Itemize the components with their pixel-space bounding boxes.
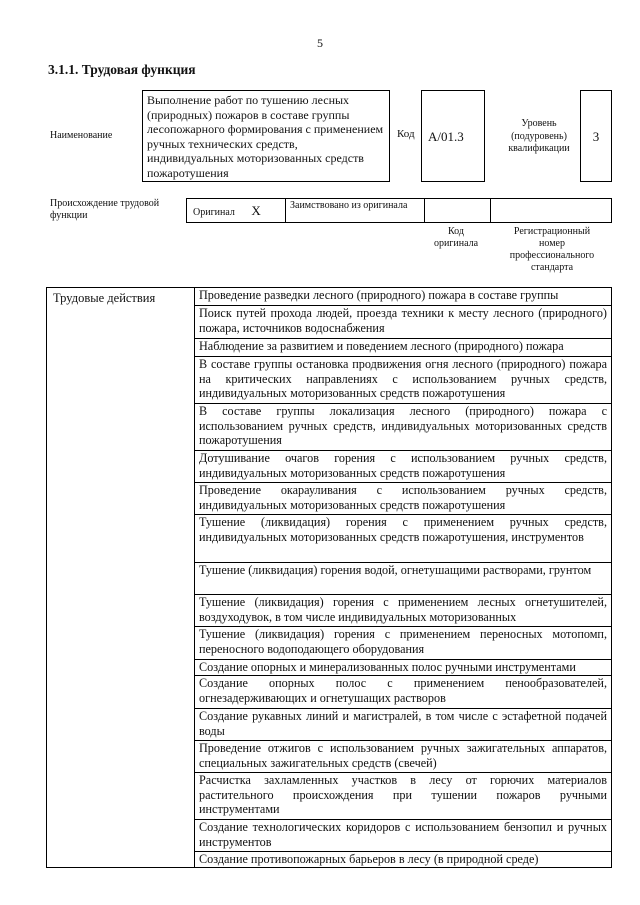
table-row: Тушение (ликвидация) горения с применением ручных средств, индивидуальных моторизованных средств пожаротушения, инструментов	[195, 514, 611, 562]
table-row: Создание рукавных линий и магистралей, в том числе с эстафетной подачей воды	[195, 708, 611, 740]
table-row: Проведение разведки лесного (природного) пожара в составе группы	[199, 288, 559, 302]
table-row: Наблюдение за развитием и поведением лесного (природного) пожара	[195, 338, 611, 356]
function-code-box: А/01.3	[421, 90, 485, 182]
borrowed-cell: Заимствовано из оригинала	[285, 198, 425, 223]
table-row: Проведение отжигов с использованием ручных зажигательных аппаратов, специальных зажигательных средств (свечей)	[195, 740, 611, 772]
code-label: Код	[397, 128, 415, 140]
table-row: Создание опорных полос с применением пенообразователей, огнезадерживающих и огнетушащих растворов	[195, 675, 611, 708]
table-row: Создание противопожарных барьеров в лесу (в природной среде)	[195, 851, 611, 868]
original-label: Оригинал	[193, 207, 235, 218]
table-row: В составе группы локализация лесного (природного) пожара с использованием ручных средств, индивидуальных моторизованных средств пожаротушения	[195, 403, 611, 450]
original-code-cell	[424, 198, 491, 223]
table-row: Тушение (ликвидация) горения с применением переносных мотопомп, переносного водоподающего оборудования	[195, 626, 611, 659]
table-row: Тушение (ликвидация) горения с применением лесных огнетушителей, воздуходувок, в том числе индивидуальных моторизованных	[195, 594, 611, 626]
table-row: Создание технологических коридоров с использованием бензопил и ручных инструментов	[195, 819, 611, 851]
table-row: Создание опорных и минерализованных полос ручными инструментами	[195, 659, 611, 675]
origin-row	[186, 198, 612, 223]
table-row: Тушение (ликвидация) горения водой, огнетушащими растворами, грунтом	[195, 562, 611, 594]
origin-label: Происхождение трудовой функции	[50, 198, 160, 221]
original-mark: X	[251, 203, 261, 218]
name-label: Наименование	[50, 130, 113, 141]
section-title: 3.1.1. Трудовая функция	[48, 62, 196, 77]
page-number: 5	[317, 36, 323, 50]
table-row: Проведение окарауливания с использованием ручных средств, индивидуальных моторизованных средств пожаротушения	[195, 482, 611, 514]
original-cell	[186, 198, 286, 223]
level-label: Уровень (подуровень) квалификации	[508, 118, 570, 154]
labor-actions-label: Трудовые действия	[47, 288, 195, 867]
reg-number-caption: Регистрационный номер профессионального стандарта	[509, 226, 595, 273]
table-row: Поиск путей прохода людей, проезда техники к месту лесного (природного) пожара, источников водоснабжения	[195, 305, 611, 338]
function-level-box: 3	[580, 90, 612, 182]
labor-actions-table	[46, 287, 612, 868]
table-row: Расчистка захламленных участков в лесу от горючих материалов растительного происхождения при тушении пожаров ручными инструментами	[195, 772, 611, 819]
function-name-box: Выполнение работ по тушению лесных (природных) пожаров в составе группы лесопожарного формирования с применением ручных технических средств, индивидуальных моторизованных средств пожаротушения	[142, 90, 390, 182]
reg-number-cell	[490, 198, 612, 223]
table-row: В составе группы остановка продвижения огня лесного (природного) пожара на критических направлениях с использованием ручных средств, индивидуальных моторизованных средств пожаротушения	[195, 356, 611, 403]
table-row: Дотушивание очагов горения с использованием ручных средств, индивидуальных моторизованных средств пожаротушения	[195, 450, 611, 482]
original-code-caption: Код оригинала	[433, 226, 479, 249]
